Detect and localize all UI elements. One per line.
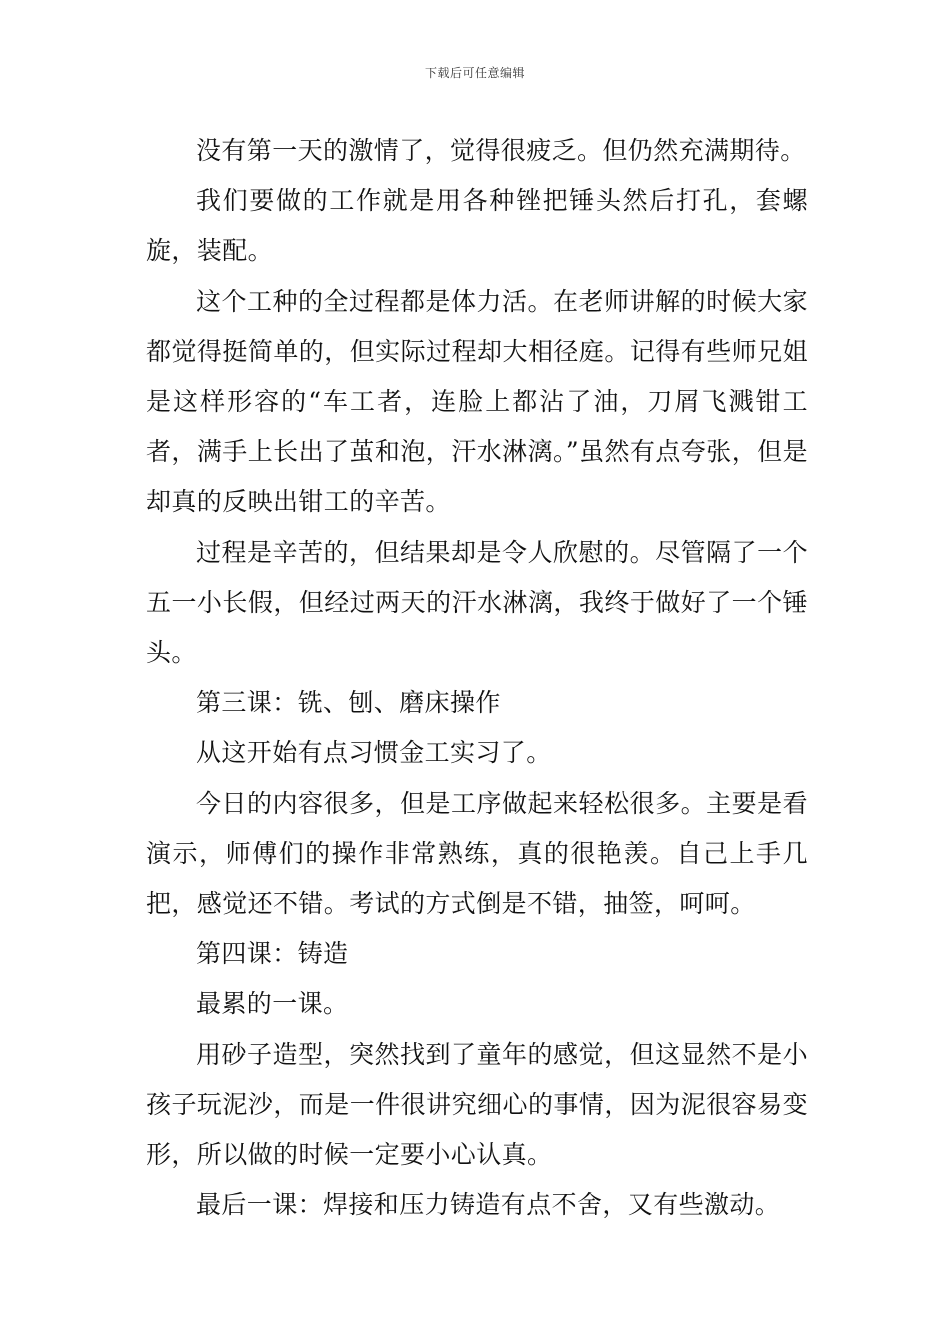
paragraph-5: 从这开始有点习惯金工实习了。: [196, 738, 552, 768]
section-heading-lesson-4: 第四课：铸造: [196, 939, 349, 969]
paragraph-8: 用砂子造型，突然找到了童年的感觉，但这显然不是小孩子玩泥沙，而是一件很讲究细心的事情，因为泥很容易变形，所以做的时候一定要小心认真。: [146, 1039, 808, 1170]
section-heading-lesson-3: 第三课：铣、刨、磨床操作: [196, 688, 501, 718]
paragraph-3: 这个工种的全过程都是体力活。在老师讲解的时候大家都觉得挺简单的，但实际过程却大相径庭。记得有些师兄姐是这样形容的“车工者，连脸上都沾了油，刀屑飞溅钳工者，满手上长出了茧和泡，汗水淋漓。”虽然有点夸张，但是却真的反映出钳工的辛苦。: [146, 286, 808, 517]
paragraph-7: 最累的一课。: [196, 989, 349, 1019]
page-header: 下载后可任意编辑: [424, 66, 525, 80]
paragraph-6: 今日的内容很多，但是工序做起来轻松很多。主要是看演示，师傅们的操作非常熟练，真的很艳羡。自己上手几把，感觉还不错。考试的方式倒是不错，抽签，呵呵。: [146, 788, 808, 919]
paragraph-9: 最后一课：焊接和压力铸造有点不舍，又有些激动。: [196, 1190, 781, 1220]
document-body: [146, 126, 808, 1230]
paragraph-4: 过程是辛苦的，但结果却是令人欣慰的。尽管隔了一个五一小长假，但经过两天的汗水淋漓，我终于做好了一个锤头。: [146, 537, 808, 668]
paragraph-2: 我们要做的工作就是用各种锉把锤头然后打孔，套螺旋，装配。: [146, 186, 808, 266]
paragraph-1: 没有第一天的激情了，觉得很疲乏。但仍然充满期待。: [196, 136, 806, 165]
